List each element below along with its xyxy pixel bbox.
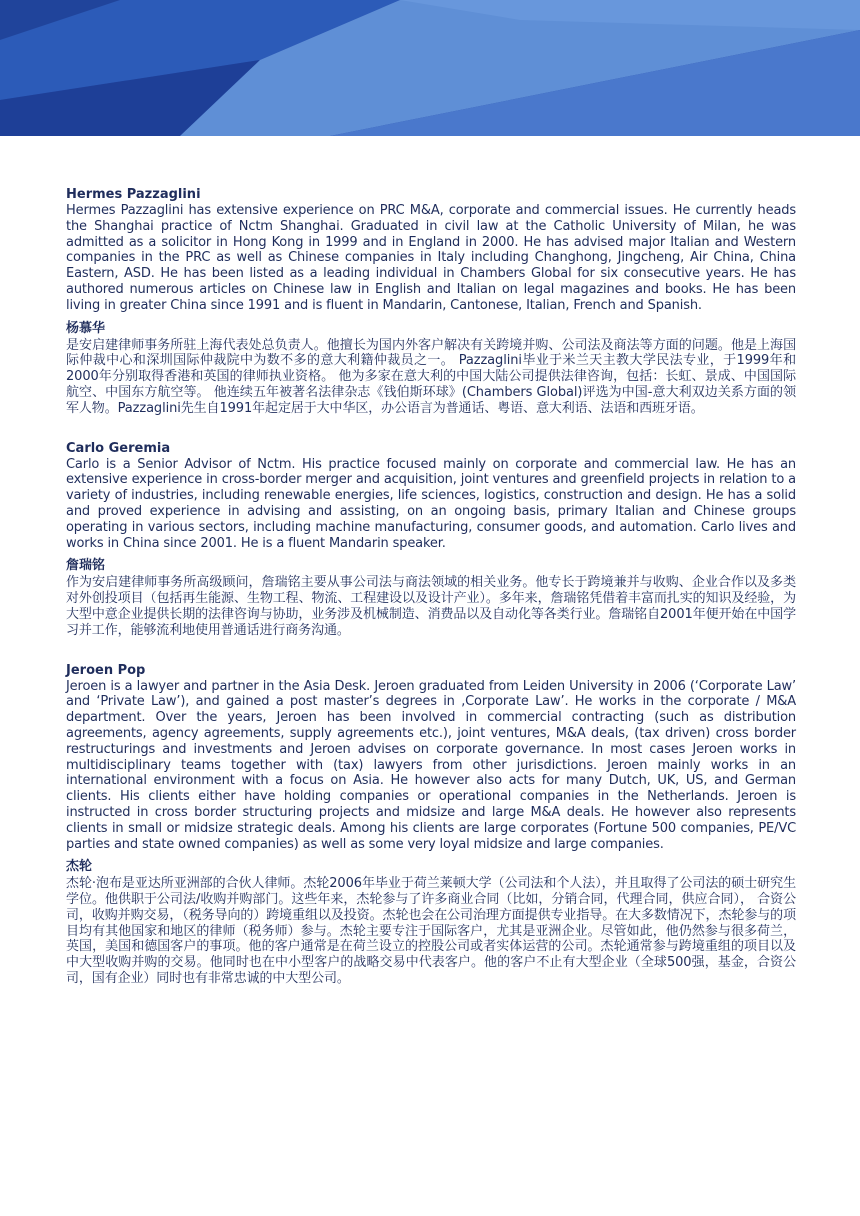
profile-hermes [66,187,796,417]
profile-name-cn: 杨慕华 [66,320,106,336]
profile-name-cn: 詹瑞铭 [66,558,106,574]
profile-name-en: Carlo Geremia [66,440,171,456]
banner-graphic [0,0,860,136]
profile-bio-cn: 是安启建律师事务所驻上海代表处总负责人。他擅长为国内外客户解决有关跨境并购、公司法及商法等方面的问题。他是上海国际仲裁中心和深圳国际仲裁院中为数不多的意大利籍仲裁员之一。 Pazzaglini毕业于米兰天主教大学民法专业，于1999年和2000年分别取得香港和英国的律师执业资格。 他为多家在意大利的中国大陆公司提供法律咨询，包括：长虹、景成、中国国际航空、中国东方航空等。 他连续五年被著名法律杂志《钱伯斯环球》(Chambers Global)评选为中国-意大利双边关系方面的领军人物。Pazzaglini先生自1991年起定居于大中华区，办公语言为普通话、粤语、意大利语、法语和西班牙语。 [66,337,796,416]
profile-bio-en: Jeroen is a lawyer and partner in the Asia Desk. Jeroen graduated from Leiden University in 2006 (‘Corporate Law’ and ‘Private Law’), and gained a post master’s degrees in ‚Corporate Law’. He works in the corporate / M&A department. Over the years, Jeroen has been involved in commercial contracting (such as distribution agreements, agency agreements, supply agreements etc.), joint ventures, M&A deals, (tax driven) cross border restructurings and investments and Jeroen advises on corporate governance. In most cases Jeroen works in multidisciplinary teams together with (tax) lawyers from other jurisdictions. Jeroen mainly works in an international environment with a focus on Asia. He however also acts for many Dutch, UK, US, and German clients. His clients either have holding companies or operational companies in the Netherlands. Jeroen is instructed in cross border structuring projects and midsize and large M&A deals. He however also represents clients in small or midsize strategic deals. Among his clients are large corporates (Fortune 500 companies, PE/VC parties and state owned companies) as well as some very loyal midsize and large companies. [66,678,796,852]
profile-bio-en: Hermes Pazzaglini has extensive experience on PRC M&A, corporate and commercial issues. He currently heads the Shanghai practice of Nctm Shanghai. Graduated in civil law at the Catholic University of Milan, he was admitted as a solicitor in Hong Kong in 1999 and in England in 2000. He has advised major Italian and Western companies in the PRC as well as Chinese companies in Italy including Changhong, Jingcheng, Air China, China Eastern, ASD. He has been listed as a leading individual in Chambers Global for six consecutive years. He has authored numerous articles on Chinese law in English and Italian on legal magazines and books. He has been living in greater China since 1991 and is fluent in Mandarin, Cantonese, Italian, French and Spanish. [66,203,796,313]
profile-bio-cn: 作为安启建律师事务所高级顾问，詹瑞铭主要从事公司法与商法领域的相关业务。他专长于跨境兼并与收购、企业合作以及多类对外创投项目（包括再生能源、生物工程、物流、工程建设以及设计产业）。多年来，詹瑞铭凭借着丰富而扎实的知识及经验，为大型中意企业提供长期的法律咨询与协助，业务涉及机械制造、消费品以及自动化等各类行业。詹瑞铭自2001年便开始在中国学习并工作，能够流利地使用普通话进行商务沟通。 [66,575,796,638]
header-banner [0,0,860,136]
profile-name-cn: 杰轮 [66,859,93,875]
profile-bio-cn: 杰轮·泡布是亚达所亚洲部的合伙人律师。杰轮2006年毕业于荷兰莱顿大学（公司法和个人法），并且取得了公司法的硕士研究生学位。他供职于公司法/收购并购部门。这些年来，杰轮参与了许多商业合同（比如，分销合同，代理合同，供应合同）， 合资公司，收购并购交易，（税务导向的）跨境重组以及投资。杰轮也会在公司治理方面提供专业指导。在大多数情况下，杰轮参与的项目均有其他国家和地区的律师（税务师）参与。杰轮主要专注于国际客户，尤其是亚洲企业。尽管如此，他仍然参与很多荷兰，英国，美国和德国客户的事项。他的客户通常是在荷兰设立的控股公司或者实体运营的公司。杰轮通常参与跨境重组的项目以及中大型收购并购的交易。他同时也在中小型客户的战略交易中代表客户。他的客户不止有大型企业（全球500强，基金，合资公司，国有企业）同时也有非常忠诚的中大型公司。 [66,876,796,987]
profile-jeroen [66,663,796,987]
profile-name-en: Jeroen Pop [66,662,146,678]
profiles-content [66,187,796,1011]
profile-name-en: Hermes Pazzaglini [66,187,201,202]
profile-bio-en: Carlo is a Senior Advisor of Nctm. His practice focused mainly on corporate and commercial law. He has an extensive experience in cross-border merger and acquisition, joint ventures and greenfield projects in relation to a variety of industries, including renewable energies, life sciences, logistics, construction and design. He has a solid and proved experience in advising and assisting, on an ongoing basis, primary Italian and Chinese groups operating in various sectors, including machine manufacturing, consumer goods, and automation. Carlo lives and works in China since 2001. He is a fluent Mandarin speaker. [66,456,796,551]
profile-carlo [66,441,796,639]
